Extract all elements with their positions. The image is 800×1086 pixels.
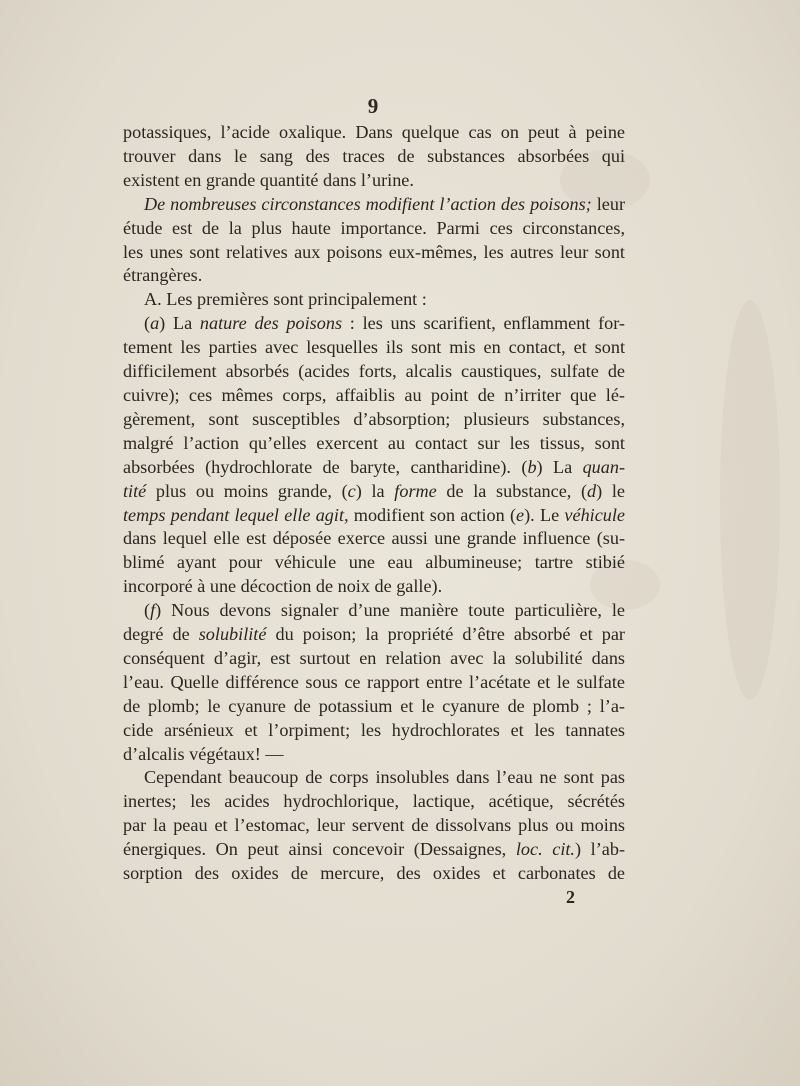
text-run: trouver dans le sang des traces de substances absorbées qui <box>123 145 625 166</box>
signature-mark: 2 <box>566 887 575 907</box>
text-run: étude est de la plus haute importance. Parmi ces circonstances, <box>123 217 625 238</box>
text-run: ). Le <box>524 504 565 525</box>
text-run: gèrement, sont susceptibles d’absorption; plusieurs substances, <box>123 408 625 429</box>
text-run: blimé ayant pour véhicule une eau albumineuse; tartre stibié <box>123 552 625 573</box>
text-line <box>123 504 625 528</box>
text-line <box>123 599 625 623</box>
text-run: ) l’ab- <box>574 839 626 860</box>
italic-run: d <box>587 480 597 501</box>
text-run: A. Les premières sont principalement : <box>144 289 427 310</box>
text-run: ) Nous devons signaler d’une manière toute particulière, le <box>155 600 625 621</box>
text-line <box>123 551 625 575</box>
italic-run: tité <box>123 480 147 501</box>
text-run: potassiques, l’acide oxalique. Dans quelque cas on peut à peine <box>123 122 625 142</box>
text-line <box>123 336 625 360</box>
text-line <box>123 432 625 456</box>
text-line <box>123 360 625 384</box>
text-line <box>123 384 625 408</box>
text-line <box>123 312 625 336</box>
text-run: ) La <box>536 456 583 477</box>
italic-run: véhicule <box>564 504 626 525</box>
text-run: malgré l’action qu’elles exercent au contact sur les tissus, sont <box>123 432 625 453</box>
italic-run: temps pendant lequel elle agit, <box>123 504 349 525</box>
text-line <box>123 264 625 288</box>
italic-run: quan- <box>582 456 625 477</box>
italic-run: forme <box>394 480 437 501</box>
text-line <box>123 527 625 551</box>
text-run: les unes sont relatives aux poisons eux-mêmes, les autres leur sont <box>123 241 625 262</box>
text-line <box>123 671 625 695</box>
text-line <box>123 623 625 647</box>
italic-run: a <box>150 313 160 334</box>
text-line <box>123 790 625 814</box>
text-run: l’eau. Quelle différence sous ce rapport entre l’acétate et le sulfate <box>123 671 625 692</box>
text-line <box>123 169 625 193</box>
text-line <box>123 575 625 599</box>
text-run: tement les parties avec lesquelles ils sont mis en contact, et sont <box>123 337 625 358</box>
text-line <box>123 814 625 838</box>
text-line <box>123 719 625 743</box>
text-run: cuivre); ces mêmes corps, affaiblis au point de n’irriter que lé- <box>123 384 625 405</box>
text-run: cide arsénieux et l’orpiment; les hydrochlorates et les tannates <box>123 719 625 740</box>
text-line <box>123 647 625 671</box>
text-run: incorporé à une décoction de noix de galle). <box>123 576 443 597</box>
text-run: ) le <box>596 480 625 501</box>
text-run: plus ou moins grande, ( <box>146 480 348 501</box>
text-run: ( <box>144 313 151 334</box>
text-run: de plomb; le cyanure de potassium et le cyanure de plomb ; l’a- <box>123 695 625 716</box>
text-run: existent en grande quantité dans l’urine. <box>123 169 414 190</box>
text-run: étrangères. <box>123 265 203 286</box>
paper-stain <box>720 300 780 700</box>
italic-run: De nombreuses circonstances modifient l’action des poisons; <box>144 193 592 214</box>
text-line <box>123 193 625 217</box>
italic-run: nature des poisons <box>199 313 343 334</box>
text-line <box>123 456 625 480</box>
text-run: conséquent d’agir, est surtout en relation avec la solubilité dans <box>123 647 625 668</box>
text-run: absorbées (hydrochlorate de baryte, cantharidine). ( <box>123 456 528 477</box>
text-line <box>123 480 625 504</box>
italic-run: loc. cit. <box>515 839 575 860</box>
text-run: Cependant beaucoup de corps insolubles dans l’eau ne sont pas <box>144 767 625 788</box>
text-line <box>123 695 625 719</box>
text-run: dans lequel elle est déposée exerce aussi une grande influence (su- <box>123 528 625 549</box>
text-run: ) la <box>355 480 395 501</box>
text-line <box>123 743 625 767</box>
text-run: du poison; la propriété d’être absorbé et par <box>266 624 625 645</box>
text-run: : les uns scarifient, enflamment for- <box>342 313 625 334</box>
italic-run: solubilité <box>198 624 267 645</box>
text-line <box>123 217 625 241</box>
italic-run: b <box>527 456 537 477</box>
text-run: sorption des oxides de mercure, des oxides et carbonates de <box>123 863 625 884</box>
text-run: ( <box>144 600 151 621</box>
text-line <box>123 766 625 790</box>
text-line <box>123 241 625 265</box>
text-line <box>123 121 625 145</box>
italic-run: c <box>347 480 356 501</box>
body-text <box>123 121 625 886</box>
text-line <box>123 288 625 312</box>
text-line <box>123 862 625 886</box>
text-run: d’alcalis végétaux! — <box>123 743 284 764</box>
text-run: ) La <box>159 313 200 334</box>
text-run: énergiques. On peut ainsi concevoir (Dessaignes, <box>123 839 516 860</box>
page-number: 9 <box>367 94 379 118</box>
text-run: par la peau et l’estomac, leur servent de dissolvans plus ou moins <box>123 815 625 836</box>
text-run: de la substance, ( <box>436 480 588 501</box>
text-run: inertes; les acides hydrochlorique, lactique, acétique, sécrétés <box>123 791 625 812</box>
text-line <box>123 838 625 862</box>
italic-run: e <box>516 504 525 525</box>
text-run: leur <box>591 193 625 214</box>
text-run: degré de <box>123 624 199 645</box>
text-run: modifient son action ( <box>348 504 517 525</box>
italic-run: f <box>150 600 156 621</box>
text-line <box>123 145 625 169</box>
text-run: difficilement absorbés (acides forts, alcalis caustiques, sulfate de <box>123 361 625 382</box>
text-line <box>123 408 625 432</box>
